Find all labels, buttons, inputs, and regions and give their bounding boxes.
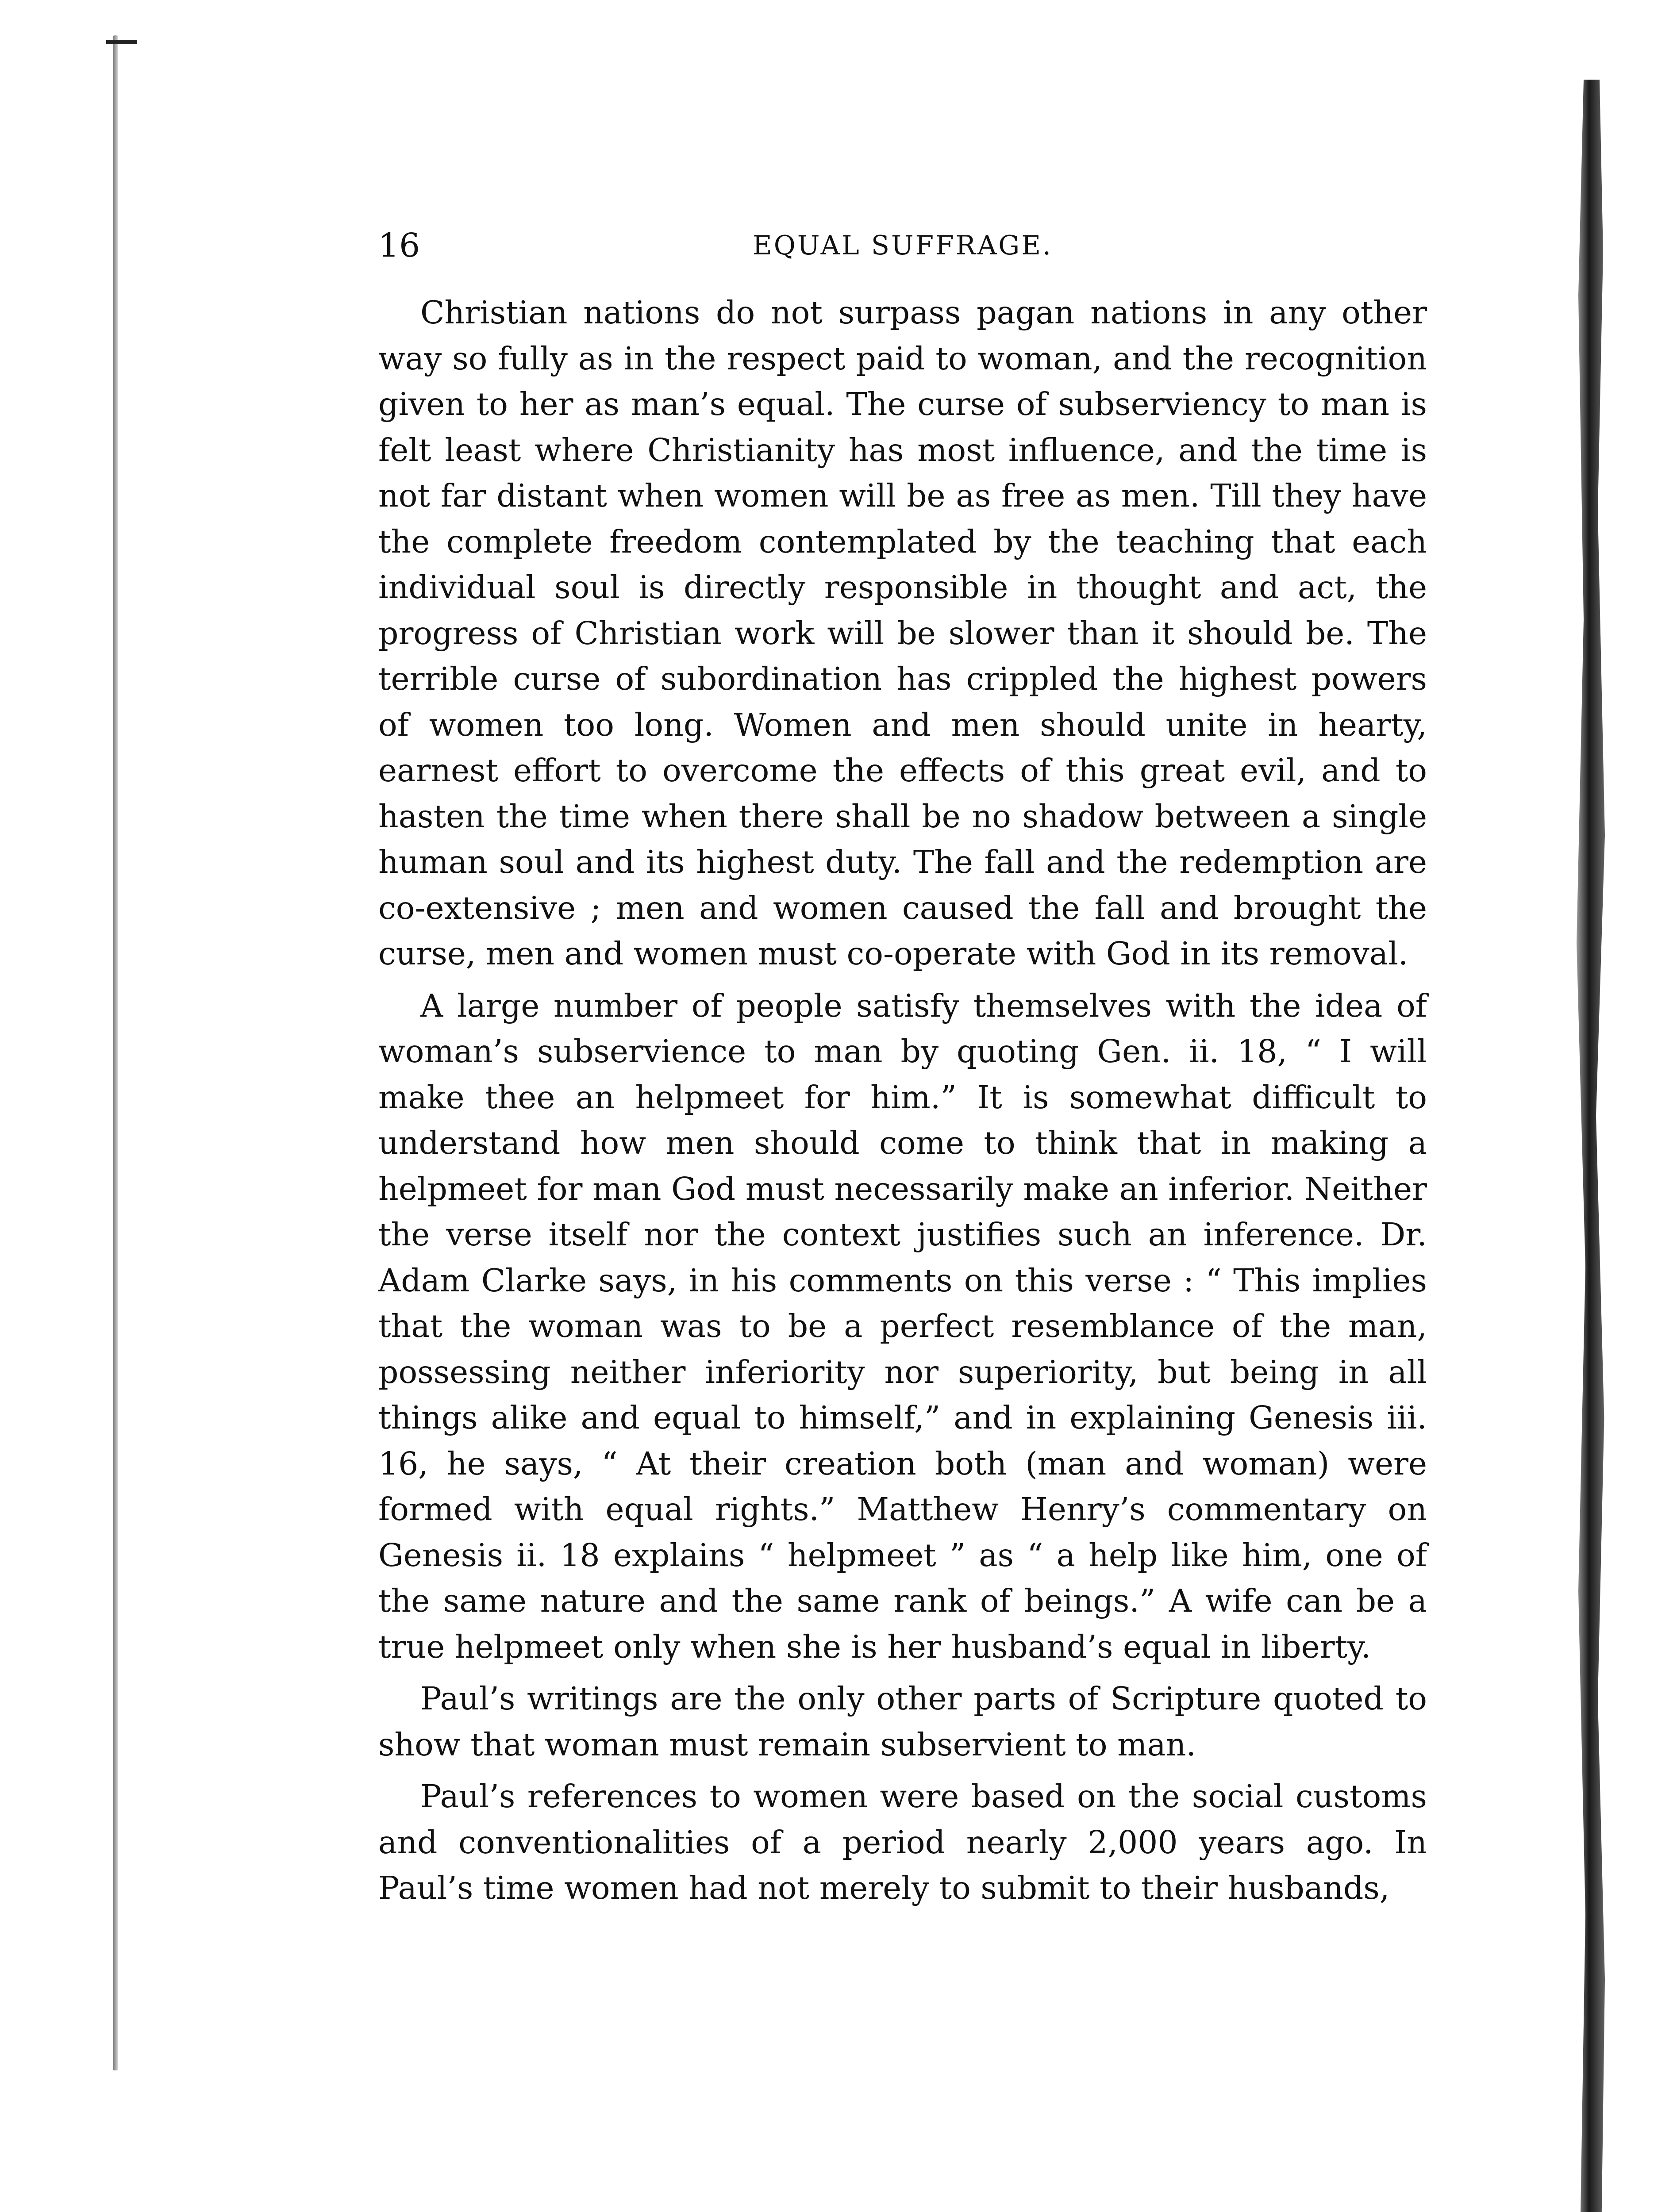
paragraph: Paul’s references to women were based on the social customs and conventionalities of a period nearly 2,000 years ago. In Paul’s time women had not merely to submit to their husbands, bbox=[378, 1778, 1427, 1906]
scan-left-edge bbox=[113, 35, 118, 2070]
paragraph: A large number of people satisfy themselves with the idea of woman’s subservience to man by quoting Gen. ii. 18, “ I will make thee an helpmeet for him.” It is somewhat difficult to understand how men should come to think that in making a helpmeet for man God must necessarily make an inferior. Neither the verse itself nor the context justifies such an inference. Dr. Adam Clarke says, in his comments on this verse : “ This implies that the woman was to be a perfect resemblance of the man, possessing neither inferiority nor superiority, but being in all things alike and equal to himself,” and in explaining Genesis iii. 16, he says, “ At their creation both (man and woman) were formed with equal rights.” Matthew Henry’s commentary on Genesis ii. 18 explains “ helpmeet ” as “ a help like him, one of the same nature and the same rank of beings.” A wife can be a true helpmeet only when she is her husband’s equal in liberty. bbox=[378, 987, 1427, 1665]
page-number: 16 bbox=[378, 227, 420, 265]
scan-left-mark bbox=[106, 40, 137, 44]
paragraph: Christian nations do not surpass pagan nations in any other way so fully as in the respect paid to woman, and the recognition given to her as man’s equal. The curse of subserviency to man is felt least where Christianity has most influence, and the time is not far distant when women will be as free as men. Till they have the complete freedom contemplated by the teaching that each individual soul is directly responsible in thought and act, the progress of Christian work will be slower than it should be. The terrible curse of subordination has crippled the highest powers of women too long. Women and men should unite in hearty, earnest effort to overcome the effects of this great evil, and to hasten the time when there shall be no shadow between a single human soul and its highest duty. The fall and the redemption are co-extensive ; men and women caused the fall and brought the curse, men and women must co-operate with God in its removal. bbox=[378, 294, 1427, 972]
body-text bbox=[378, 290, 1427, 1911]
scan-right-edge bbox=[1573, 80, 1608, 2212]
paragraph: Paul’s writings are the only other parts of Scripture quoted to show that woman must remain subservient to man. bbox=[378, 1680, 1427, 1763]
running-head bbox=[378, 226, 1427, 265]
running-title: EQUAL SUFFRAGE. bbox=[752, 230, 1053, 261]
